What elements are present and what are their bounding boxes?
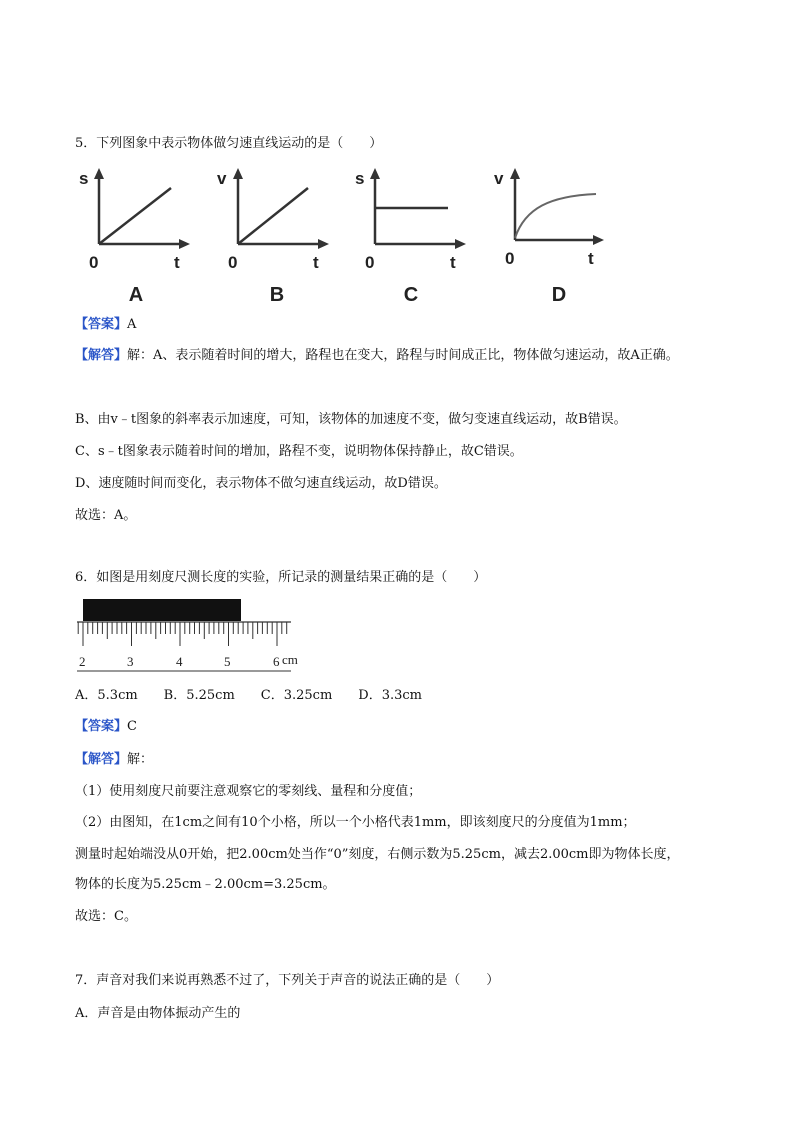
answer-tag: 【答案】 bbox=[75, 719, 128, 734]
analysis-tag: 【解答】 bbox=[75, 752, 128, 767]
q5-conclusion: 故选：A。 bbox=[75, 508, 137, 523]
ruler-number-2: 2 bbox=[79, 654, 86, 669]
q6-options: A．5.3cm B．5.25cm C．3.25cm D．3.3cm bbox=[75, 688, 422, 703]
q6-conclusion: 故选：C。 bbox=[75, 909, 137, 924]
answer-tag: 【答案】 bbox=[75, 317, 128, 332]
ruler-ticks bbox=[78, 622, 287, 646]
q6-answer bbox=[75, 718, 137, 736]
q5-analysis-line-4: D、速度随时间而变化，表示物体不做匀速直线运动，故D错误。 bbox=[75, 476, 447, 491]
q6-analysis-head bbox=[75, 751, 153, 769]
graph-c-x-label: t bbox=[450, 253, 456, 272]
q6-analysis-line-2: （2）由图知，在1cm之间有10个小格，所以一个小格代表1mm，即该刻度尺的分度值为1mm； bbox=[75, 815, 636, 830]
graph-c-y-label: s bbox=[355, 169, 365, 188]
graph-a-origin: 0 bbox=[89, 253, 99, 272]
answer-value: C bbox=[127, 719, 137, 734]
option-d-label: D bbox=[551, 284, 567, 306]
q6-analysis-line-4: 物体的长度为5.25cm﹣2.00cm=3.25cm。 bbox=[75, 877, 336, 892]
graph-d-y-label: v bbox=[494, 169, 504, 188]
q7-question: 7．声音对我们来说再熟悉不过了，下列关于声音的说法正确的是（ ） bbox=[75, 973, 500, 988]
graph-b-x-label: t bbox=[313, 253, 319, 272]
graph-a bbox=[74, 168, 194, 278]
q5-analysis-line-2: B、由v﹣t图象的斜率表示加速度，可知，该物体的加速度不变，做匀变速直线运动，故B错误。 bbox=[75, 412, 627, 427]
ruler-number-6: 6 bbox=[273, 654, 280, 669]
q5-analysis-line-3: C、s﹣t图象表示随着时间的增加，路程不变，说明物体保持静止，故C错误。 bbox=[75, 444, 523, 459]
graph-a-x-label: t bbox=[174, 253, 180, 272]
ruler-number-3: 3 bbox=[127, 654, 134, 669]
q5-analysis-line-1 bbox=[75, 347, 679, 365]
graph-b-y-label: v bbox=[217, 169, 227, 188]
analysis-text: 解：A、表示随着时间的增大，路程也在变大，路程与时间成正比，物体做匀速运动，故A正确。 bbox=[127, 348, 679, 363]
option-c-label: C bbox=[403, 284, 419, 306]
graph-d-x-label: t bbox=[588, 249, 594, 268]
ruler-figure bbox=[74, 598, 306, 682]
q5-question: 5．下列图象中表示物体做匀速直线运动的是（ ） bbox=[75, 136, 383, 151]
graph-b-origin: 0 bbox=[228, 253, 238, 272]
analysis-text: 解： bbox=[127, 752, 154, 767]
q7-option-a: A．声音是由物体振动产生的 bbox=[75, 1006, 241, 1021]
graph-b bbox=[213, 168, 333, 278]
q6-analysis-line-1: （1）使用刻度尺前要注意观察它的零刻线、量程和分度值； bbox=[75, 784, 422, 799]
q6-analysis-line-3: 测量时起始端没从0开始，把2.00cm处当作“0”刻度，右侧示数为5.25cm，减去2.00cm即为物体长度， bbox=[75, 847, 680, 862]
measured-object bbox=[83, 599, 241, 621]
ruler-number-4: 4 bbox=[176, 654, 183, 669]
ruler-unit: cm bbox=[282, 652, 298, 667]
graph-c-origin: 0 bbox=[365, 253, 375, 272]
ruler-number-5: 5 bbox=[224, 654, 231, 669]
option-b-label: B bbox=[269, 284, 285, 306]
q6-question: 6．如图是用刻度尺测长度的实验，所记录的测量结果正确的是（ ） bbox=[75, 570, 487, 585]
graph-d-origin: 0 bbox=[505, 249, 515, 268]
graph-d bbox=[490, 168, 610, 278]
q5-answer bbox=[75, 316, 136, 334]
option-a-label: A bbox=[128, 284, 144, 306]
analysis-tag: 【解答】 bbox=[75, 348, 128, 363]
graph-c bbox=[350, 168, 470, 278]
answer-value: A bbox=[127, 317, 137, 332]
graph-a-y-label: s bbox=[79, 169, 89, 188]
